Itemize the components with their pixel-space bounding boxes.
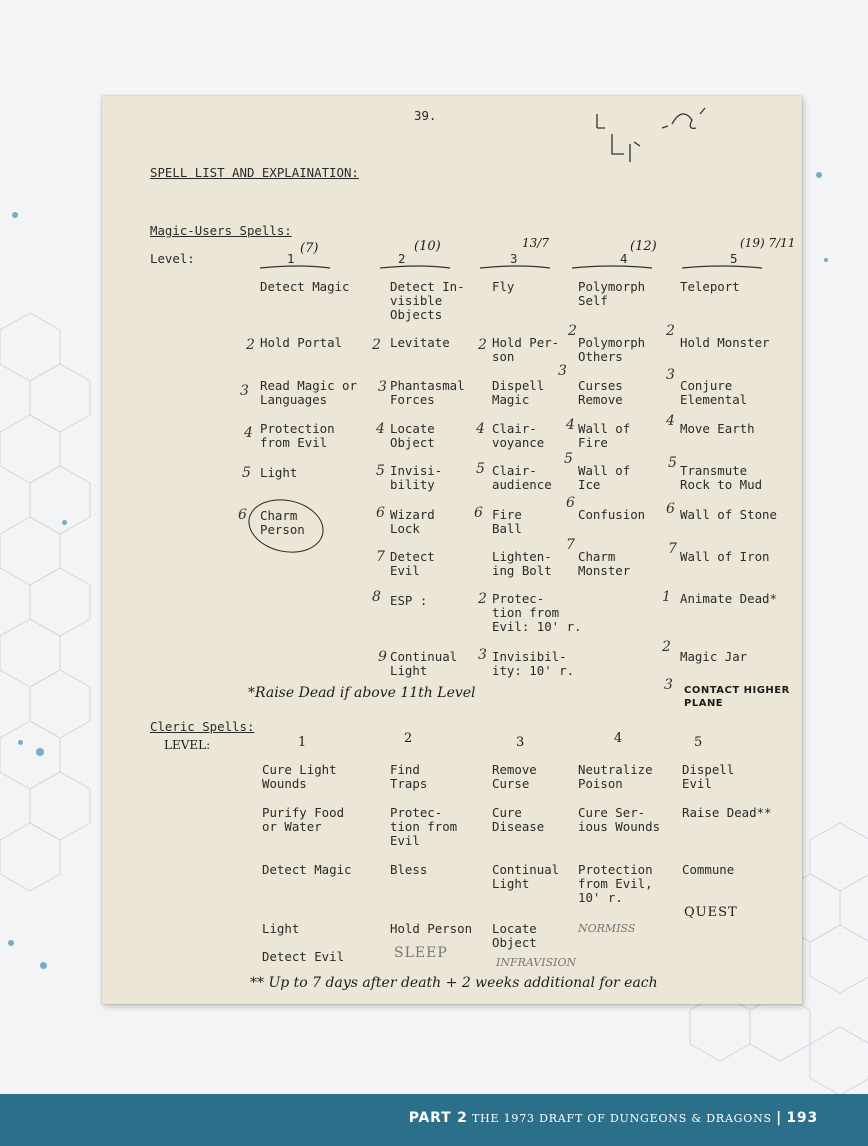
mu-spell: Invisibil- ity: 10' r.: [492, 649, 575, 678]
cleric-spell: Continual Light: [492, 862, 560, 891]
cleric-spell-handwritten: NORMISS: [578, 922, 636, 935]
cleric-level-2: 2: [404, 731, 413, 746]
mu-spell: Locate Object: [390, 421, 435, 450]
mu-spell: Phantasmal Forces: [390, 378, 465, 407]
cleric-spell: Cure Light Wounds: [262, 762, 337, 791]
mu-spell: Wall of Ice: [578, 463, 631, 492]
mu-spell: Detect Magic: [260, 279, 350, 294]
mu-spell: Levitate: [390, 335, 450, 350]
mu-spell: Magic Jar: [680, 649, 748, 664]
cleric-spell: Cure Disease: [492, 805, 545, 834]
mu-spell: Polymorph Others: [578, 335, 646, 364]
cleric-spell: Purify Food or Water: [262, 805, 345, 834]
mu-level-5: 5: [730, 251, 738, 266]
mu-count-3: 13/7: [522, 236, 549, 250]
handwritten-contact-higher-plane: CONTACT HIGHER PLANE: [684, 685, 790, 709]
page-footer: [0, 1094, 868, 1146]
cleric-level-5: 5: [694, 735, 703, 750]
mu-spell: Wizard Lock: [390, 507, 435, 536]
cleric-spell: Light: [262, 921, 300, 936]
mu-spell: ESP :: [390, 593, 428, 608]
cleric-spell: Remove Curse: [492, 762, 537, 791]
page-number-top: 39.: [414, 108, 437, 123]
mu-count-1: (7): [300, 241, 319, 256]
mu-spell: Clair- audience: [492, 463, 552, 492]
mu-spell: Move Earth: [680, 421, 755, 436]
cleric-spell-handwritten: INFRAVISION: [496, 956, 577, 969]
cleric-spell: Commune: [682, 862, 735, 877]
mu-spell: Confusion: [578, 507, 646, 522]
mu-spell: Clair- voyance: [492, 421, 545, 450]
handwritten-note-raise-dead: *Raise Dead if above 11th Level: [248, 685, 476, 701]
mu-spell: Wall of Stone: [680, 507, 777, 522]
footer-caption: [409, 1110, 818, 1126]
mu-spell: Light: [260, 465, 298, 480]
mu-spell: Charm Person: [260, 508, 305, 537]
mu-spell: Conjure Elemental: [680, 378, 748, 407]
cleric-spell: Detect Evil: [262, 949, 345, 964]
mu-spell: Detect In- visible Objects: [390, 279, 465, 322]
mu-spell: Lighten- ing Bolt: [492, 549, 552, 578]
document-page: 39. SPELL LIST AND EXPLAINATION: Magic-Users Spells: Level: 1 (7) 2 (10) 3 13/7 4 (12) 5 (19) 7/11 Detect Magic Hold Portal Read Magic or Languages Protection from Evil Light Charm Person 2 3 4 5 6 Detect In- visible Objects Levitate Phantasmal Forces Locate Object Invisi- bility Wizard Lock Detect Evil ESP : Continual Light 2 3 4 5 6 7 8 9 Fly Hold Per- son Dispell Magic Clair- voyance Clair- audience Fire Ball Lighten- ing Bolt Protec- tion from Evil: 10' r. Invisibil- ity: 10' r. 2 4 5 6 2 3 Polymorph Self Polymorph Others Curses Remove Wall of Fire Wall of Ice Confusion Charm Monster 2 3 4 5 6 7 Teleport Hold Monster Conjure Elemental Move Earth Transmute Rock to Mud Wall of Stone Wall of Iron Animate Dead* Magic Jar 2 3 4 5 6 7 1 2 3 *Raise Dead if above 11th Level CONTACT HIGHER PLANE Cleric Spells: LEVEL: 1 2 3 4 5 Cure Light Wounds Purify Food or Water Detect Magic Light Detect Evil Find Traps Protec- tion from Evil Bless Hold Person SLEEP Remove Curse Cure Disease Continual Light Locate Object INFRAVISION Neutralize Poison Cure Ser- ious Wounds Protection from Evil, 10' r. NORMISS Dispell Evil Raise Dead** Commune QUEST ** Up to 7 days after death + 2 weeks additional for each: [102, 96, 802, 1004]
footer-chapter: THE 1973 DRAFT OF DUNGEONS & DRAGONS: [471, 1112, 772, 1125]
mu-spell: Teleport: [680, 279, 740, 294]
mu-level-1: 1: [287, 251, 295, 266]
mu-level-4: 4: [620, 251, 628, 266]
mu-spell: Fly: [492, 279, 515, 294]
mu-spell: Read Magic or Languages: [260, 378, 357, 407]
cleric-level-1: 1: [298, 735, 307, 750]
mu-spell: Animate Dead*: [680, 591, 777, 606]
cleric-spell: Locate Object: [492, 921, 537, 950]
mu-spell: Invisi- bility: [390, 463, 443, 492]
cleric-spell: Protec- tion from Evil: [390, 805, 458, 848]
cleric-spell-handwritten: SLEEP: [394, 945, 448, 961]
cleric-spell: Neutralize Poison: [578, 762, 653, 791]
footer-separator: |: [776, 1110, 783, 1126]
cleric-spell: Raise Dead**: [682, 805, 772, 820]
circle-mark: [243, 493, 328, 560]
cleric-spell: Cure Ser- ious Wounds: [578, 805, 661, 834]
cleric-spell: Bless: [390, 862, 428, 877]
cleric-spell: Hold Person: [390, 921, 473, 936]
level-underlines: [252, 264, 792, 272]
mu-count-5: (19) 7/11: [740, 236, 796, 250]
mu-spell: Wall of Fire: [578, 421, 631, 450]
document-title: SPELL LIST AND EXPLAINATION:: [150, 165, 359, 180]
mu-spell: Polymorph Self: [578, 279, 646, 308]
mu-spell: Hold Monster: [680, 335, 770, 350]
footer-part: PART 2: [408, 1110, 468, 1126]
cleric-level-4: 4: [614, 731, 623, 746]
magic-users-heading: Magic-Users Spells:: [150, 223, 292, 238]
magic-users-level-label: Level:: [150, 251, 195, 266]
mu-spell: Dispell Magic: [492, 378, 545, 407]
cleric-spell: Find Traps: [390, 762, 428, 791]
handwritten-scribble-icon: [592, 104, 712, 164]
cleric-heading: Cleric Spells:: [150, 719, 255, 734]
cleric-spell-handwritten: QUEST: [684, 905, 738, 920]
mu-spell: Hold Per- son: [492, 335, 560, 364]
mu-spell: Hold Portal: [260, 335, 343, 350]
mu-spell: Continual Light: [390, 649, 458, 678]
mu-spell: Curses Remove: [578, 378, 623, 407]
mu-spell: Protec- tion from Evil: 10' r.: [492, 591, 582, 634]
mu-spell: Charm Monster: [578, 549, 631, 578]
footer-page-number: 193: [786, 1110, 818, 1126]
mu-spell: Detect Evil: [390, 549, 435, 578]
mu-spell: Wall of Iron: [680, 549, 770, 564]
mu-spell: Fire Ball: [492, 507, 522, 536]
mu-level-2: 2: [398, 251, 406, 266]
mu-count-4: (12): [630, 239, 657, 254]
cleric-level-label: LEVEL:: [164, 738, 211, 752]
cleric-spell: Detect Magic: [262, 862, 352, 877]
handwritten-footnote: ** Up to 7 days after death + 2 weeks additional for each: [250, 975, 658, 991]
mu-spell: Transmute Rock to Mud: [680, 463, 763, 492]
mu-count-2: (10): [414, 239, 441, 254]
cleric-level-3: 3: [516, 735, 525, 750]
cleric-spell: Protection from Evil, 10' r.: [578, 862, 653, 905]
mu-level-3: 3: [510, 251, 518, 266]
mu-spell: Protection from Evil: [260, 421, 335, 450]
cleric-spell: Dispell Evil: [682, 762, 735, 791]
